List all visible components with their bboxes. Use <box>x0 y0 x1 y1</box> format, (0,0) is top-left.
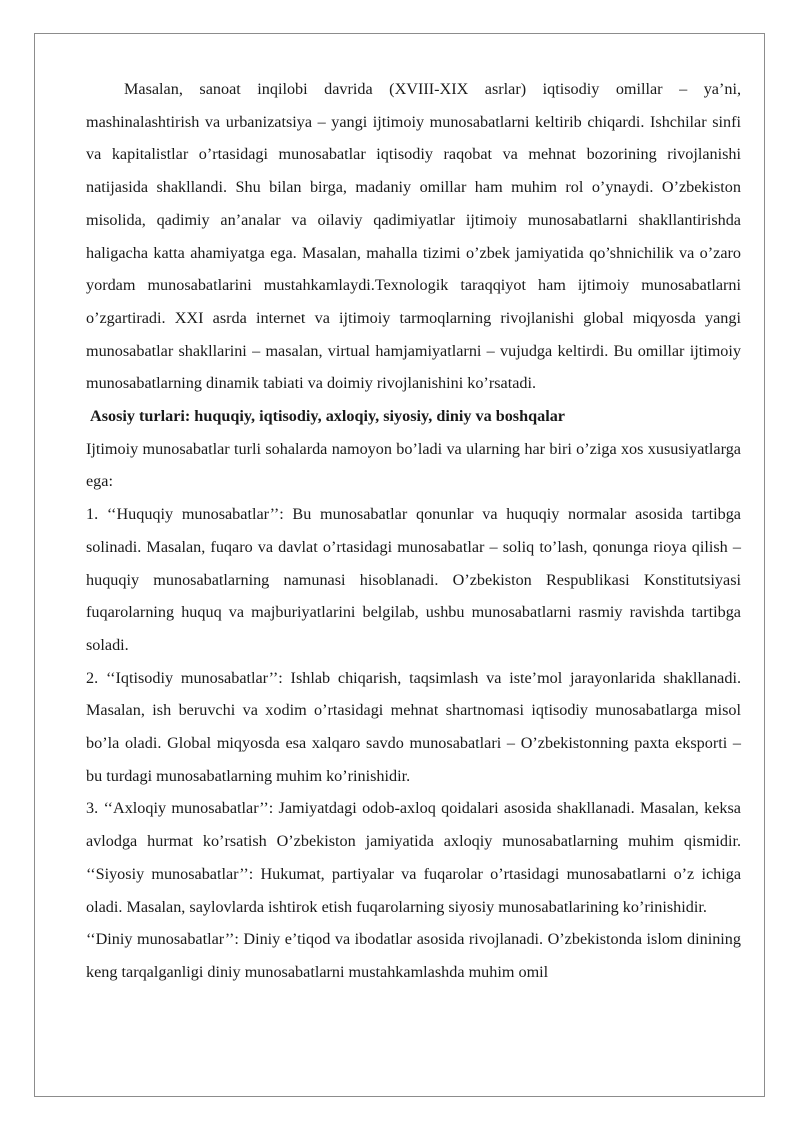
paragraph-intro: Masalan, sanoat inqilobi davrida (XVIII-XIX asrlar) iqtisodiy omillar – ya’ni, mashinalashtirish va urbanizatsiya – yangi ijtimoiy munosabatlarni keltirib chiqardi. Ishchilar sinfi va kapitalistlar o’rtasidagi munosabatlar iqtisodiy raqobat va mehnat bozorining rivojlanishi natijasida shakllandi. Shu bilan birga, madaniy omillar ham muhim rol o’ynaydi. O’zbekiston misolida, qadimiy an’analar va oilaviy qadimiyatlar ijtimoiy munosabatlarni shakllantirishda haligacha katta ahamiyatga ega. Masalan, mahalla tizimi o’zbek jamiyatida qo’shnichilik va o’zaro yordam munosabatlarini mustahkamlaydi.Texnologik taraqqiyot ham ijtimoiy munosabatlarni o’zgartiradi. XXI asrda internet va ijtimoiy tarmoqlarning rivojlanishi global miqyosda yangi munosabatlar shakllarini – masalan, virtual hamjamiyatlarni – vujudga keltirdi. Bu omillar ijtimoiy munosabatlarning dinamik tabiati va doimiy rivojlanishini ko’rsatadi. <box>86 80 741 393</box>
document-body <box>86 73 741 989</box>
section-heading: Asosiy turlari: huquqiy, iqtisodiy, axloqiy, siyosiy, diniy va boshqalar <box>90 407 565 426</box>
paragraph-religious: ‘‘Diniy munosabatlar’’: Diniy e’tiqod va ibodatlar asosida rivojlanadi. O’zbekistonda islom dinining keng tarqalganligi diniy munosabatlarni mustahkamlashda muhim omil <box>86 930 741 981</box>
paragraph-moral-political: 3. ‘‘Axloqiy munosabatlar’’: Jamiyatdagi odob-axloq qoidalari asosida shakllanadi. Masalan, keksa avlodga hurmat ko’rsatish O’zbekiston jamiyatida axloqiy munosabatlarning muhim qismidir. ‘‘Siyosiy munosabatlar’’: Hukumat, partiyalar va fuqarolar o’rtasidagi munosabatlarni o’z ichiga oladi. Masalan, saylovlarda ishtirok etish fuqarolarning siyosiy munosabatlarining ko’rinishidir. <box>86 799 741 916</box>
paragraph-legal: 1. ‘‘Huquqiy munosabatlar’’: Bu munosabatlar qonunlar va huquqiy normalar asosida tartibga solinadi. Masalan, fuqaro va davlat o’rtasidagi munosabatlar – soliq to’lash, qonunga rioya qilish – huquqiy munosabatlarning namunasi hisoblanadi. O’zbekiston Respublikasi Konstitutsiyasi fuqarolarning huquq va majburiyatlarini belgilab, ushbu munosabatlarni rasmiy ravishda tartibga soladi. <box>86 505 741 654</box>
paragraph-lead: Ijtimoiy munosabatlar turli sohalarda namoyon bo’ladi va ularning har biri o’ziga xos xususiyatlarga ega: <box>86 439 741 491</box>
paragraph-economic: 2. ‘‘Iqtisodiy munosabatlar’’: Ishlab chiqarish, taqsimlash va iste’mol jarayonlarida shakllanadi. Masalan, ish beruvchi va xodim o’rtasidagi mehnat shartnomasi iqtisodiy munosabatlarga misol bo’la oladi. Global miqyosda esa xalqaro savdo munosabatlari – O’zbekistonning paxta eksporti – bu turdagi munosabatlarning muhim ko’rinishidir. <box>86 668 741 785</box>
